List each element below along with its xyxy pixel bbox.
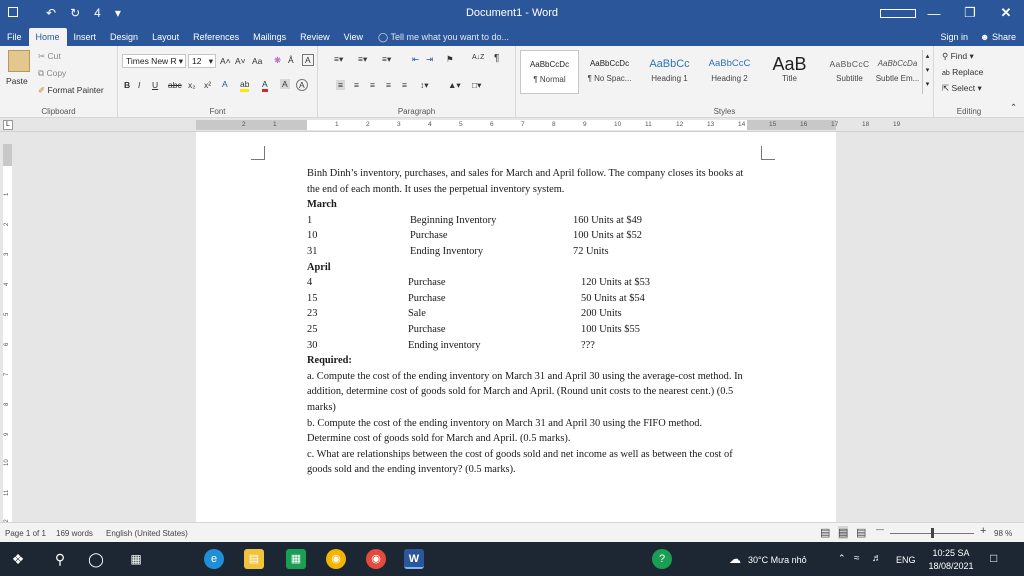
copy-button[interactable]: ⧉ Copy [38, 68, 67, 78]
table-row [307, 213, 747, 229]
notifications-icon[interactable]: □ [990, 551, 998, 565]
lightbulb-icon: ◯ [378, 32, 389, 42]
coc-coc-icon[interactable]: ◉ [366, 549, 386, 569]
ruler-tick-label: 8 [552, 121, 556, 128]
paragraph-group [318, 46, 516, 118]
increase-indent-icon[interactable]: ⇥ [426, 54, 434, 64]
vertical-ruler-tick-label: 9 [4, 432, 10, 436]
italic-button[interactable]: I [138, 80, 141, 90]
table-row [307, 244, 747, 260]
requirement-b: b. Compute the cost of the ending inventory on March 31 and April 30 using the FIFO method. Determine cost of goods sold for March and April. (0.5 marks). [307, 417, 703, 445]
paste-icon[interactable] [8, 50, 30, 72]
text-effects-icon[interactable]: A [222, 79, 228, 89]
format-painter-button[interactable]: ✐ Format Painter [38, 85, 104, 95]
tell-me-search[interactable] [370, 28, 517, 46]
document-body[interactable] [307, 166, 747, 478]
sign-in-link[interactable]: Sign in [940, 32, 968, 42]
windows-start-icon[interactable]: ❖ [11, 551, 25, 567]
table-cell-day: 10 [307, 230, 318, 242]
word-count[interactable]: 169 words [56, 529, 93, 538]
vertical-ruler-tick-label: 10 [4, 459, 10, 466]
ruler-tick-label: 1 [335, 121, 339, 128]
search-icon: ⚲ [942, 51, 949, 61]
table-cell-day: 30 [307, 339, 318, 351]
style-subtle-emphasis[interactable]: AaBbCcDa Subtle Em... [875, 59, 920, 83]
vertical-ruler-tick-label: 2 [4, 222, 10, 226]
wifi-icon[interactable]: ≈ [854, 553, 860, 564]
table-cell-desc: Ending Inventory [410, 245, 484, 257]
ruler-tick-label: 13 [707, 121, 715, 128]
restore-button[interactable]: ❐ [964, 5, 976, 20]
windows-taskbar [0, 542, 1024, 576]
table-row [307, 291, 747, 307]
language-tray[interactable]: ENG [896, 555, 916, 565]
vertical-ruler-track[interactable] [3, 144, 12, 522]
touch-mode-icon[interactable]: 4 [94, 6, 101, 20]
styles-group [516, 46, 934, 118]
table-cell-qty: 72 Units [573, 245, 609, 257]
help-icon[interactable]: ? [652, 549, 672, 569]
april-table [307, 275, 747, 353]
tab-design[interactable]: Design [110, 32, 139, 42]
align-left-icon[interactable]: ≡ [338, 80, 343, 90]
table-cell-qty: 100 Units $55 [581, 323, 640, 335]
cortana-icon[interactable]: ◯ [88, 551, 104, 567]
replace-icon: ab [942, 70, 950, 77]
bullets-icon[interactable]: ≡▾ [334, 54, 344, 64]
grow-font-button[interactable]: A˄ [220, 56, 231, 66]
table-cell-qty: 50 Units at $54 [581, 292, 645, 304]
table-cell-qty: ??? [581, 339, 595, 351]
tab-layout[interactable]: Layout [152, 32, 180, 42]
margin-corner-marker [251, 146, 265, 160]
store-icon[interactable]: ▦ [286, 549, 306, 569]
clock-time: 10:25 SA [932, 548, 970, 558]
clipboard-group [0, 46, 118, 118]
table-row [307, 275, 747, 291]
brush-icon: ✐ [38, 85, 46, 95]
zoom-slider-thumb[interactable] [931, 528, 934, 538]
title-bar [0, 0, 1024, 26]
required-heading: Required: [307, 355, 352, 367]
cloud-icon: ☁ [729, 552, 741, 566]
edge-icon[interactable]: e [204, 549, 224, 569]
ruler-tick-label: 12 [676, 121, 684, 128]
zoom-out-button[interactable]: — [876, 525, 884, 534]
table-cell-day: 15 [307, 292, 318, 304]
vertical-ruler-tick-label: 4 [4, 282, 10, 286]
table-cell-desc: Purchase [408, 323, 446, 335]
tab-mailings[interactable]: Mailings [253, 32, 287, 42]
replace-button[interactable]: ab Replace [942, 67, 984, 77]
ribbon-home [0, 46, 1024, 118]
table-cell-desc: Ending inventory [408, 339, 481, 351]
tray-chevron-up-icon[interactable]: ⌃ [838, 553, 846, 563]
redo-icon[interactable]: ↻ [70, 6, 81, 20]
table-cell-day: 31 [307, 245, 318, 257]
ruler-tick-label: 1 [273, 121, 277, 128]
ruler-tick-label: 5 [459, 121, 463, 128]
table-cell-qty: 100 Units at $52 [573, 230, 642, 242]
tab-home[interactable]: Home [29, 28, 67, 46]
table-row [307, 338, 747, 354]
table-row [307, 306, 747, 322]
font-group [118, 46, 318, 118]
ruler-tick-label: 15 [769, 121, 777, 128]
intro-paragraph: Binh Dinh’s inventory, purchases, and sales for March and April follow. The company closes its books at the end of each month. It uses the perpetual inventory system. [307, 168, 744, 195]
tab-selector-icon[interactable]: L [3, 120, 13, 130]
tab-file[interactable]: File [7, 32, 22, 42]
scissors-icon: ✂ [38, 51, 46, 61]
person-icon: ☻ [979, 32, 990, 42]
web-layout-icon[interactable]: ▤ [856, 527, 867, 539]
highlight-icon[interactable]: ab [240, 79, 249, 92]
strikethrough-button[interactable]: abc [168, 80, 182, 90]
page-count[interactable]: Page 1 of 1 [5, 529, 46, 538]
close-button[interactable]: ✕ [1000, 5, 1012, 20]
ruler-tick-label: 11 [645, 121, 652, 128]
horizontal-ruler [0, 118, 1024, 132]
table-cell-day: 23 [307, 308, 318, 320]
align-right-icon[interactable]: ≡ [370, 80, 375, 90]
justify-icon[interactable]: ≡ [386, 80, 391, 90]
table-cell-qty: 120 Units at $53 [581, 277, 650, 289]
document-page[interactable] [196, 132, 836, 522]
table-cell-desc: Purchase [410, 230, 448, 242]
style-no-spacing[interactable]: AaBbCcDc ¶ No Spac... [587, 59, 632, 83]
table-cell-desc: Purchase [408, 277, 446, 289]
vertical-ruler-tick-label: 8 [4, 402, 10, 406]
ruler-tick-label: 7 [521, 121, 525, 128]
underline-button[interactable]: U [152, 80, 159, 90]
style-title[interactable]: AaB Title [772, 54, 807, 83]
table-row [307, 228, 747, 244]
ribbon-tabs [0, 26, 1024, 46]
table-row [307, 322, 747, 338]
editing-group [934, 46, 1004, 118]
collapse-ribbon-icon[interactable]: ⌃ [1010, 102, 1018, 112]
font-size-select[interactable]: 12 ▾ [188, 54, 216, 68]
march-table [307, 213, 747, 260]
chevron-down-icon: ▾ [208, 56, 213, 66]
font-label: Font [209, 107, 226, 116]
march-heading: March [307, 199, 337, 211]
chrome-icon[interactable]: ◉ [326, 549, 346, 569]
tab-insert[interactable]: Insert [73, 32, 97, 42]
requirement-c: c. What are relationships between the cost of goods sold and net income as well as between the cost of goods sold and the ending inventory? (0.5 marks). [307, 448, 733, 476]
share-button[interactable]: ☻ Share [979, 32, 1016, 42]
ruler-tick-label: 6 [490, 121, 494, 128]
tab-view[interactable]: View [343, 32, 364, 42]
clear-formatting-icon[interactable]: ❋ [274, 55, 282, 65]
styles-label: Styles [713, 107, 736, 116]
line-spacing-icon[interactable]: ↕▾ [420, 80, 429, 90]
print-layout-icon[interactable]: ▤ [838, 527, 849, 539]
style-heading-2[interactable]: AaBbCcC Heading 2 [708, 58, 751, 83]
phonetic-guide-icon[interactable]: Å [288, 55, 294, 65]
select-button[interactable]: ⇱ Select ▾ [942, 83, 982, 93]
borders-icon[interactable]: □▾ [472, 80, 482, 90]
volume-icon[interactable]: ♬ [872, 553, 882, 564]
vertical-ruler-tick-label: 6 [4, 342, 10, 346]
clock-date: 18/08/2021 [928, 561, 974, 571]
minimize-button[interactable]: — [927, 5, 941, 21]
ruler-tick-label: 19 [893, 121, 901, 128]
vertical-ruler-tick-label: 1 [4, 192, 10, 196]
clipboard-label: Clipboard [41, 107, 76, 116]
ruler-tick-label: 10 [614, 121, 622, 128]
clock[interactable] [928, 548, 974, 571]
april-heading: April [307, 261, 331, 273]
table-cell-desc: Sale [408, 308, 426, 320]
vertical-ruler-tick-label: 11 [4, 489, 10, 496]
weather-text[interactable]: 30°C Mưa nhỏ [748, 555, 807, 565]
bold-button[interactable]: B [124, 80, 131, 90]
tab-review[interactable]: Review [300, 32, 330, 42]
undo-icon[interactable]: ↶ [46, 6, 57, 20]
tab-references[interactable]: References [193, 32, 240, 42]
paste-button[interactable]: Paste [6, 76, 28, 86]
word-taskbar-icon[interactable]: W [404, 549, 424, 569]
table-cell-qty: 200 Units [581, 308, 622, 320]
shading-icon[interactable]: ▲▾ [448, 80, 461, 90]
shrink-font-button[interactable]: A˅ [235, 56, 246, 66]
editing-label: Editing [956, 107, 982, 116]
distributed-icon[interactable]: ≡ [402, 80, 407, 90]
show-formatting-icon[interactable]: ¶ [494, 53, 500, 64]
status-bar [0, 522, 1024, 542]
table-cell-day: 1 [307, 214, 313, 226]
chevron-down-icon: ▾ [178, 56, 183, 66]
quick-access-toolbar [0, 6, 135, 20]
cut-button[interactable]: ✂ Cut [38, 51, 61, 61]
style-normal[interactable]: AaBbCcDc ¶ Normal [520, 50, 579, 94]
table-cell-day: 4 [307, 277, 313, 289]
zoom-in-button[interactable]: + [980, 525, 987, 537]
requirement-a: a. Compute the cost of the ending inventory on March 31 and April 30 using the average-cost method. In addition, determine cost of goods sold for March and April. (Round unit costs to the nearest cent.) (0.5 marks) [307, 370, 743, 413]
zoom-level[interactable]: 98 % [994, 529, 1013, 538]
style-subtitle[interactable]: AaBbCcC Subtitle [829, 59, 870, 83]
subscript-button[interactable]: x₂ [188, 80, 196, 90]
window-title: Document1 - Word [465, 7, 559, 19]
customize-qat-icon[interactable]: ▾ [114, 6, 121, 20]
asian-layout-icon[interactable]: ⚑ [446, 54, 454, 64]
style-heading-1[interactable]: AaBbCc Heading 1 [649, 58, 690, 83]
font-color-icon[interactable]: A [262, 79, 268, 92]
sort-icon[interactable]: A↓Z [472, 54, 485, 61]
chevron-down-icon: ▾ [969, 51, 974, 61]
decrease-indent-icon[interactable]: ⇤ [412, 54, 420, 64]
font-name-select[interactable]: Times New R ▾ [122, 54, 186, 68]
paragraph-label: Paragraph [397, 107, 436, 116]
character-shading-icon[interactable]: A [282, 79, 288, 89]
ruler-tick-label: 9 [583, 121, 587, 128]
chevron-down-icon: ▾ [977, 83, 982, 93]
vertical-ruler [0, 132, 14, 522]
enclose-characters-icon[interactable]: A [296, 79, 308, 91]
ruler-tick-label: 16 [800, 121, 808, 128]
file-explorer-icon[interactable]: ▤ [244, 549, 264, 569]
table-cell-desc: Purchase [408, 292, 446, 304]
tell-me-text: Tell me what you want to do... [390, 32, 509, 42]
vertical-ruler-tick-label: 7 [4, 372, 10, 376]
ruler-track[interactable] [196, 120, 901, 130]
table-cell-day: 25 [307, 323, 318, 335]
find-button[interactable]: ⚲ Find ▾ [942, 51, 974, 61]
cursor-icon: ⇱ [942, 83, 950, 93]
ribbon-display-options-icon[interactable] [880, 6, 916, 21]
ruler-tick-label: 17 [831, 121, 839, 128]
styles-gallery-scroll[interactable]: ▴ ▾ ▾ [922, 50, 932, 94]
table-cell-qty: 160 Units at $49 [573, 214, 642, 226]
task-view-icon[interactable]: ▦ [130, 552, 142, 566]
margin-corner-marker [761, 146, 775, 160]
table-cell-desc: Beginning Inventory [410, 214, 497, 226]
character-border-icon[interactable]: A [302, 54, 314, 66]
ruler-tick-label: 4 [428, 121, 432, 128]
vertical-ruler-tick-label: 3 [4, 252, 10, 256]
align-center-icon[interactable]: ≡ [354, 80, 359, 90]
vertical-ruler-tick-label: 5 [4, 312, 10, 316]
copy-icon: ⧉ [38, 68, 45, 78]
superscript-button[interactable]: x² [204, 80, 212, 90]
multilevel-list-icon[interactable]: ≡▾ [382, 54, 392, 64]
numbering-icon[interactable]: ≡▾ [358, 54, 368, 64]
ruler-tick-label: 3 [397, 121, 401, 128]
save-icon[interactable] [8, 6, 32, 20]
change-case-button[interactable]: Aa [252, 56, 263, 66]
ruler-tick-label: 2 [242, 121, 246, 128]
ruler-tick-label: 14 [738, 121, 746, 128]
search-icon[interactable]: ⚲ [54, 551, 66, 567]
ruler-tick-label: 18 [862, 121, 870, 128]
ruler-tick-label: 2 [366, 121, 370, 128]
read-mode-icon[interactable]: ▤ [820, 527, 831, 539]
language-indicator[interactable]: English (United States) [106, 529, 188, 538]
